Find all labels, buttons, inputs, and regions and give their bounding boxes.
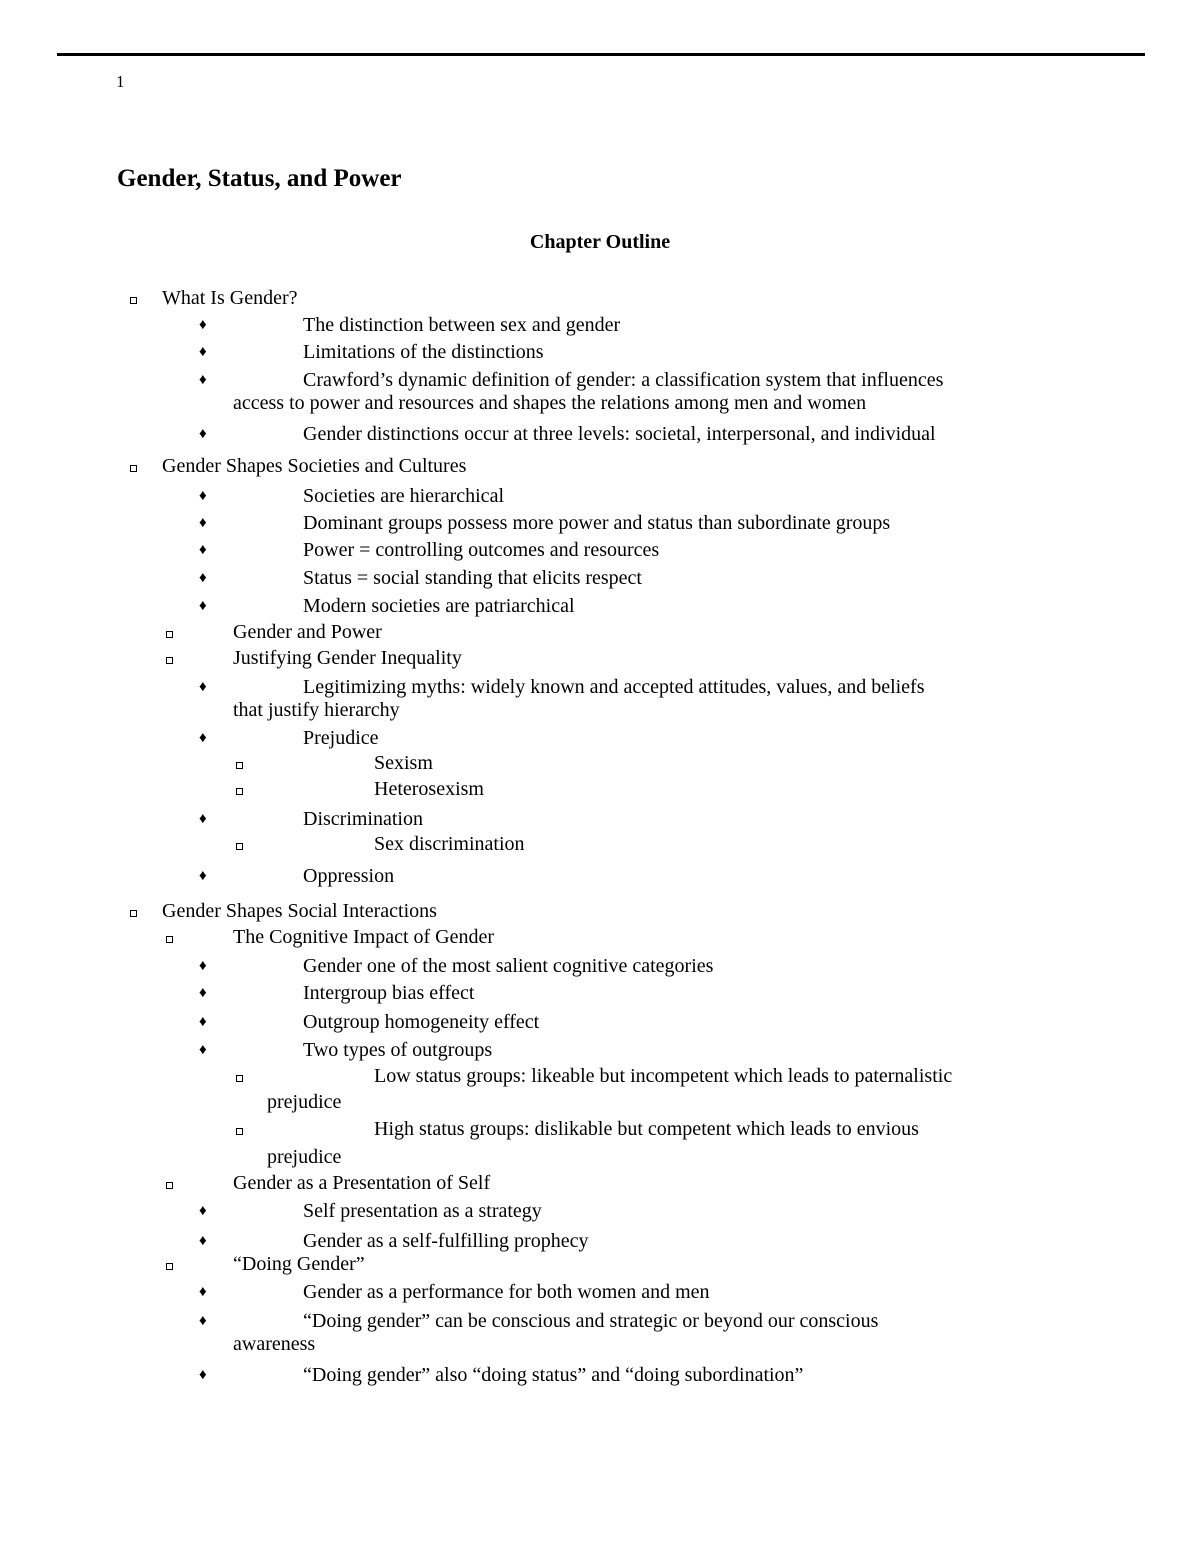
outline-item: Oppression xyxy=(303,865,395,887)
outline-item: High status groups: dislikable but competent which leads to envious xyxy=(374,1118,919,1140)
outline-item: Discrimination xyxy=(303,808,423,830)
outline-item-continuation: prejudice xyxy=(267,1091,342,1113)
outline-item: Justifying Gender Inequality xyxy=(233,647,462,669)
diamond-bullet-icon: ♦ xyxy=(199,426,207,442)
diamond-bullet-icon: ♦ xyxy=(199,958,207,974)
outline-item: Gender distinctions occur at three levels: societal, interpersonal, and individual xyxy=(303,423,936,445)
outline-item: Dominant groups possess more power and status than subordinate groups xyxy=(303,512,891,534)
diamond-bullet-icon: ♦ xyxy=(199,679,207,695)
outline-item: Modern societies are patriarchical xyxy=(303,595,575,617)
square-bullet-icon xyxy=(236,788,243,795)
outline-item: Prejudice xyxy=(303,727,379,749)
outline-item: Limitations of the distinctions xyxy=(303,341,544,363)
outline-item: “Doing gender” can be conscious and strategic or beyond our conscious xyxy=(303,1310,879,1332)
square-bullet-icon xyxy=(166,936,173,943)
square-bullet-icon xyxy=(236,1128,243,1135)
square-bullet-icon xyxy=(166,631,173,638)
diamond-bullet-icon: ♦ xyxy=(199,1014,207,1030)
diamond-bullet-icon: ♦ xyxy=(199,344,207,360)
square-bullet-icon xyxy=(130,910,137,917)
diamond-bullet-icon: ♦ xyxy=(199,1203,207,1219)
square-bullet-icon xyxy=(236,843,243,850)
outline-item: Gender as a performance for both women and men xyxy=(303,1281,710,1303)
diamond-bullet-icon: ♦ xyxy=(199,488,207,504)
outline-item: Two types of outgroups xyxy=(303,1039,493,1061)
diamond-bullet-icon: ♦ xyxy=(199,1233,207,1249)
outline-item: Self presentation as a strategy xyxy=(303,1200,542,1222)
outline-item-continuation: awareness xyxy=(233,1333,316,1355)
diamond-bullet-icon: ♦ xyxy=(199,372,207,388)
square-bullet-icon xyxy=(166,657,173,664)
diamond-bullet-icon: ♦ xyxy=(199,570,207,586)
outline-item: Gender Shapes Societies and Cultures xyxy=(162,455,467,477)
outline-item-continuation: prejudice xyxy=(267,1146,342,1168)
diamond-bullet-icon: ♦ xyxy=(199,1313,207,1329)
diamond-bullet-icon: ♦ xyxy=(199,811,207,827)
outline-item: Gender as a Presentation of Self xyxy=(233,1172,491,1194)
outline-item: The distinction between sex and gender xyxy=(303,314,621,336)
diamond-bullet-icon: ♦ xyxy=(199,1284,207,1300)
header-rule xyxy=(57,53,1145,56)
square-bullet-icon xyxy=(236,1075,243,1082)
outline-item: Gender Shapes Social Interactions xyxy=(162,900,437,922)
outline-item: Sexism xyxy=(374,752,433,774)
outline-item: Intergroup bias effect xyxy=(303,982,475,1004)
document-title: Gender, Status, and Power xyxy=(117,165,402,192)
diamond-bullet-icon: ♦ xyxy=(199,985,207,1001)
outline-item: What Is Gender? xyxy=(162,287,298,309)
outline-item: Legitimizing myths: widely known and accepted attitudes, values, and beliefs xyxy=(303,676,925,698)
outline-item: Gender one of the most salient cognitive categories xyxy=(303,955,714,977)
outline-item: Status = social standing that elicits respect xyxy=(303,567,642,589)
square-bullet-icon xyxy=(130,297,137,304)
outline-item: Low status groups: likeable but incompetent which leads to paternalistic xyxy=(374,1065,953,1087)
outline-item-continuation: access to power and resources and shapes the relations among men and women xyxy=(233,392,867,414)
outline-item-continuation: that justify hierarchy xyxy=(233,699,400,721)
outline-item: Crawford’s dynamic definition of gender: a classification system that influences xyxy=(303,369,944,391)
diamond-bullet-icon: ♦ xyxy=(199,1042,207,1058)
outline-item: “Doing gender” also “doing status” and “doing subordination” xyxy=(303,1364,804,1386)
outline-item: “Doing Gender” xyxy=(233,1253,365,1275)
diamond-bullet-icon: ♦ xyxy=(199,598,207,614)
outline-item: Outgroup homogeneity effect xyxy=(303,1011,540,1033)
square-bullet-icon xyxy=(130,465,137,472)
square-bullet-icon xyxy=(166,1263,173,1270)
square-bullet-icon xyxy=(166,1182,173,1189)
diamond-bullet-icon: ♦ xyxy=(199,317,207,333)
outline-item: The Cognitive Impact of Gender xyxy=(233,926,495,948)
diamond-bullet-icon: ♦ xyxy=(199,730,207,746)
chapter-outline-heading: Chapter Outline xyxy=(529,231,671,253)
outline-item: Heterosexism xyxy=(374,778,484,800)
square-bullet-icon xyxy=(236,762,243,769)
outline-item: Sex discrimination xyxy=(374,833,525,855)
outline-item: Societies are hierarchical xyxy=(303,485,504,507)
outline-item: Gender as a self-fulfilling prophecy xyxy=(303,1230,589,1252)
diamond-bullet-icon: ♦ xyxy=(199,1367,207,1383)
diamond-bullet-icon: ♦ xyxy=(199,542,207,558)
diamond-bullet-icon: ♦ xyxy=(199,515,207,531)
outline-item: Power = controlling outcomes and resources xyxy=(303,539,660,561)
diamond-bullet-icon: ♦ xyxy=(199,868,207,884)
outline-item: Gender and Power xyxy=(233,621,382,643)
page-number: 1 xyxy=(116,72,125,91)
